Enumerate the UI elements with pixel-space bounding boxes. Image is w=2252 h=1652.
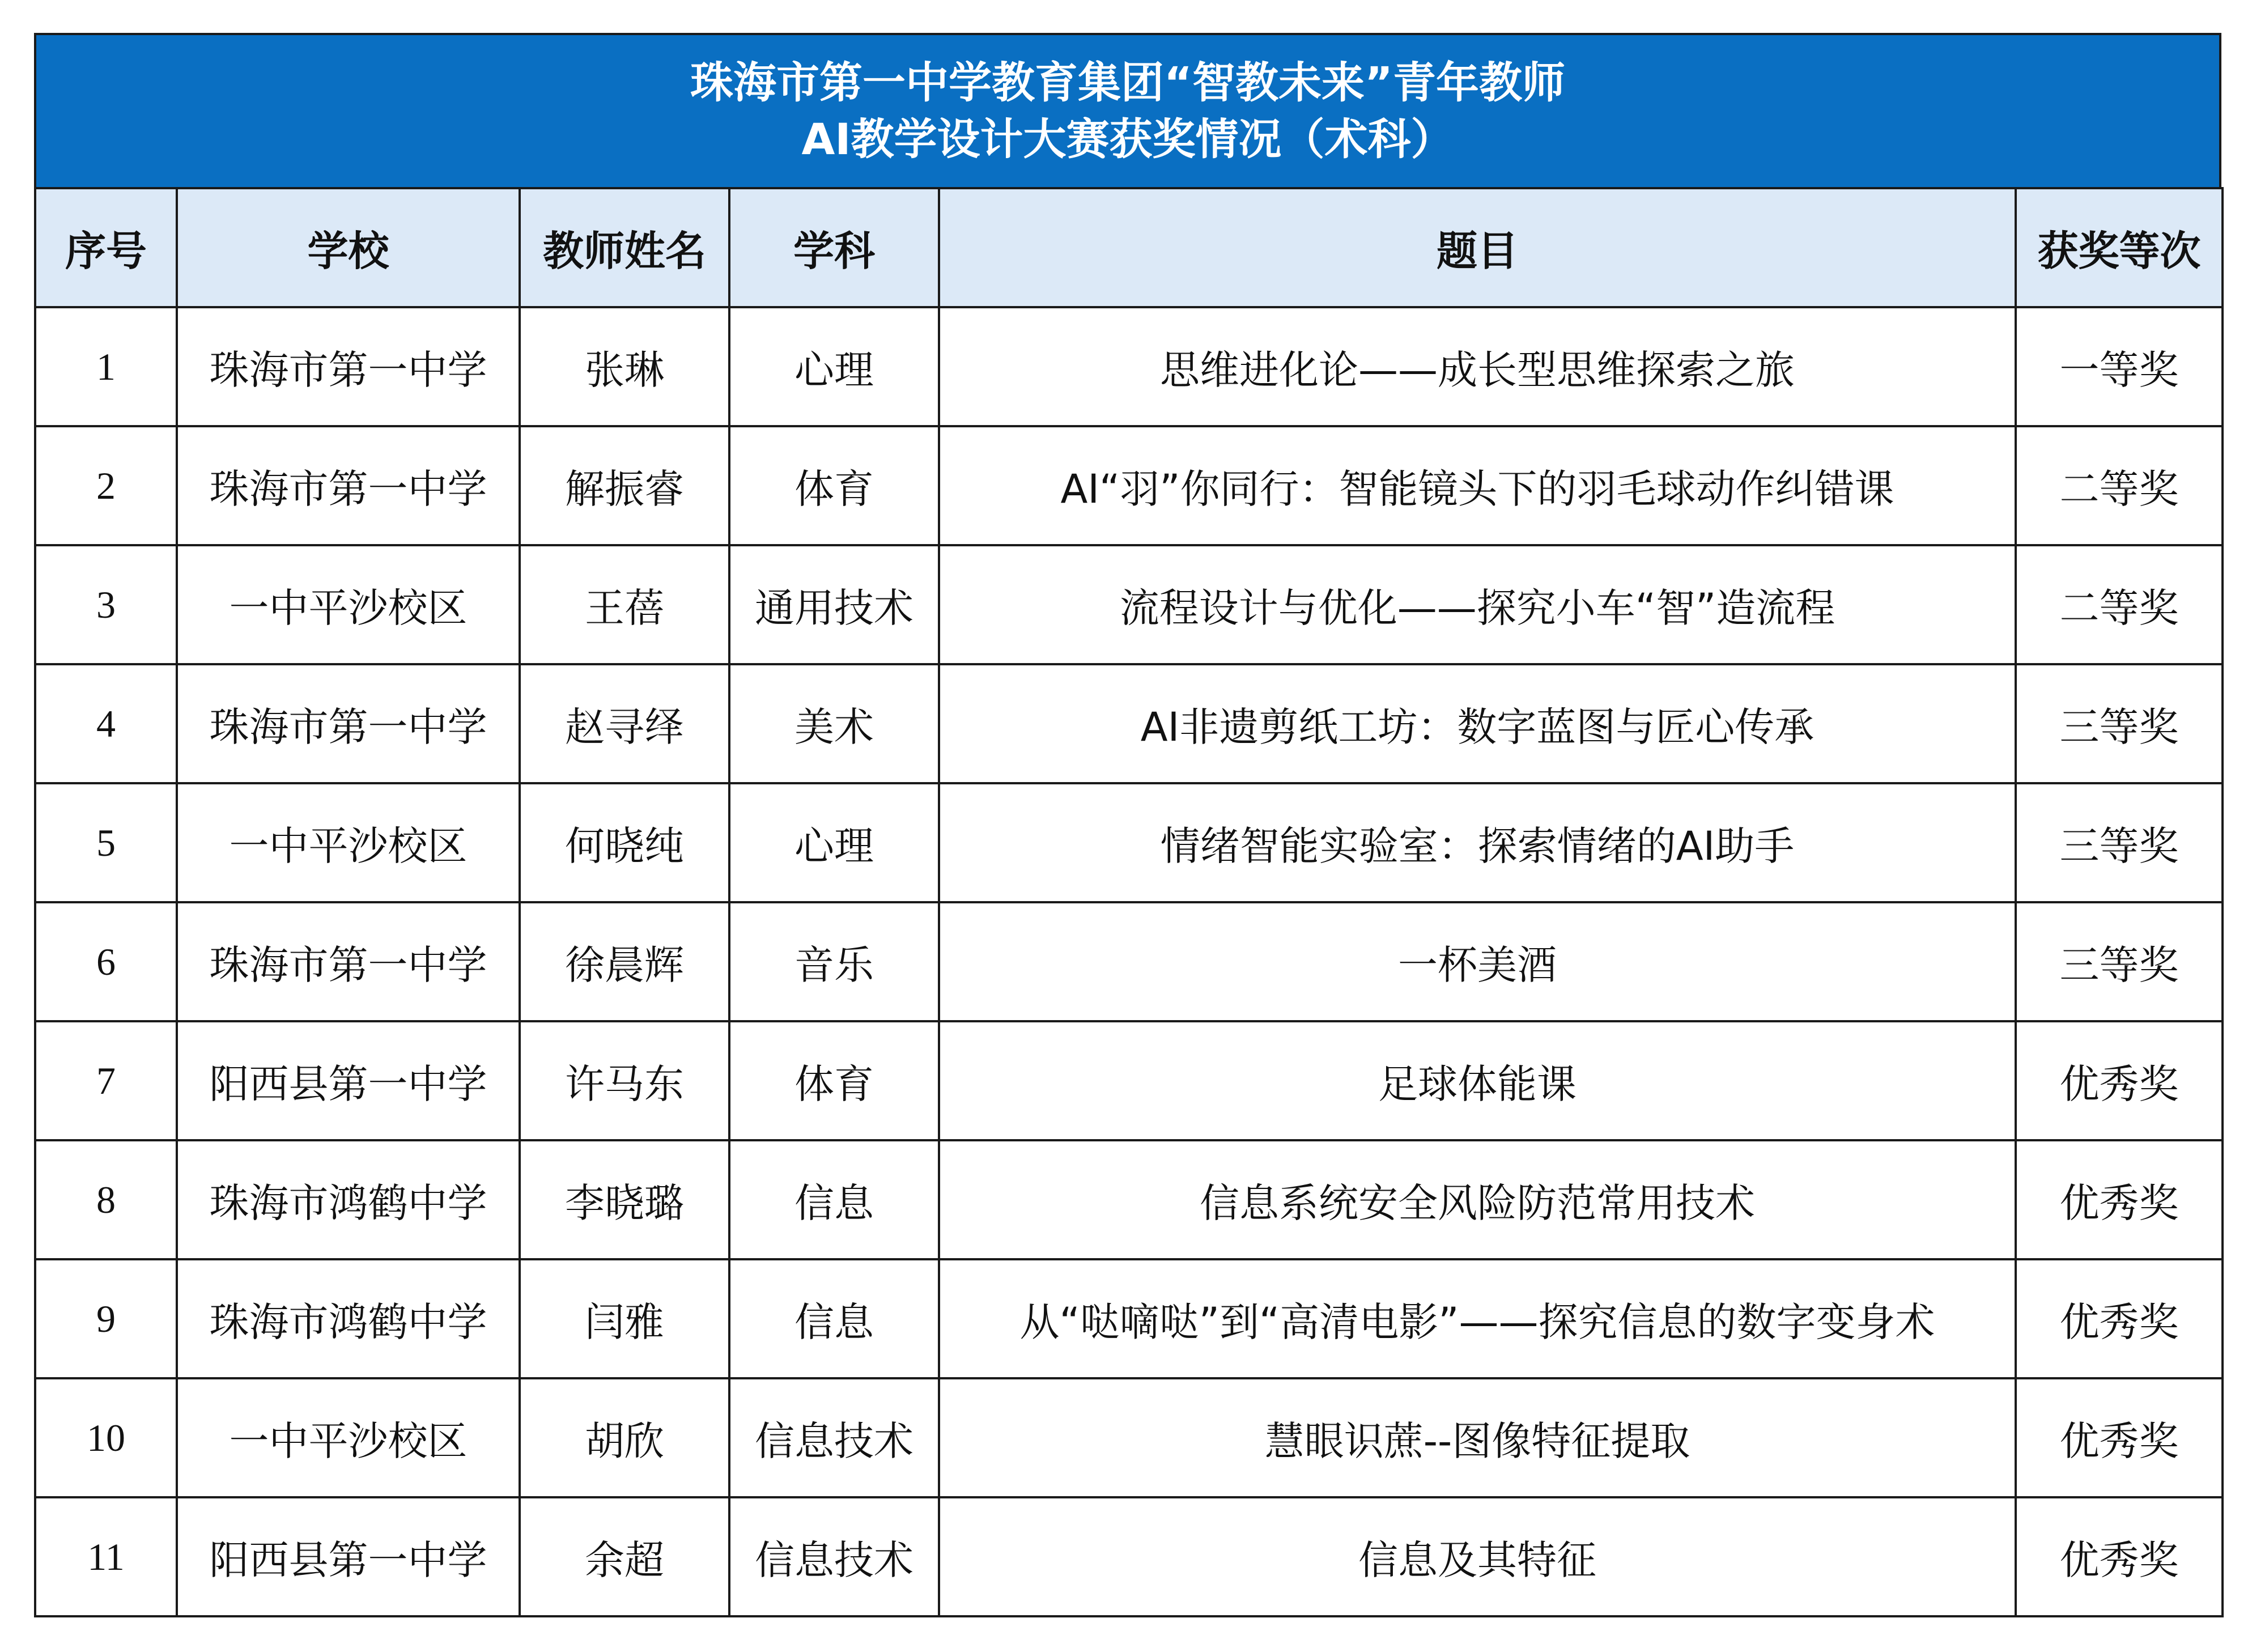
cell-teacher: 解振睿 bbox=[520, 426, 729, 545]
cell-subject: 信息技术 bbox=[729, 1378, 939, 1497]
cell-number: 4 bbox=[35, 664, 177, 783]
table-row bbox=[35, 1259, 2223, 1378]
cell-teacher: 何晓纯 bbox=[520, 783, 729, 902]
cell-teacher: 王蓓 bbox=[520, 545, 729, 664]
column-header-school: 学校 bbox=[177, 188, 520, 307]
table-row bbox=[35, 545, 2223, 664]
column-header-topic: 题目 bbox=[939, 188, 2016, 307]
cell-school: 珠海市第一中学 bbox=[177, 664, 520, 783]
table-row bbox=[35, 664, 2223, 783]
table-header-row bbox=[35, 188, 2223, 307]
cell-school: 珠海市鸿鹤中学 bbox=[177, 1140, 520, 1259]
column-header-subject: 学科 bbox=[729, 188, 939, 307]
cell-teacher: 闫雅 bbox=[520, 1259, 729, 1378]
cell-school: 阳西县第一中学 bbox=[177, 1497, 520, 1616]
awards-table bbox=[34, 187, 2224, 1617]
cell-teacher: 徐晨辉 bbox=[520, 902, 729, 1021]
table-row bbox=[35, 1378, 2223, 1497]
cell-subject: 心理 bbox=[729, 783, 939, 902]
table-row bbox=[35, 783, 2223, 902]
cell-teacher: 张琳 bbox=[520, 307, 729, 426]
cell-number: 8 bbox=[35, 1140, 177, 1259]
cell-topic: 情绪智能实验室：探索情绪的AI助手 bbox=[939, 783, 2016, 902]
cell-subject: 心理 bbox=[729, 307, 939, 426]
cell-teacher: 赵寻绎 bbox=[520, 664, 729, 783]
cell-teacher: 许马东 bbox=[520, 1021, 729, 1140]
cell-number: 10 bbox=[35, 1378, 177, 1497]
cell-award: 一等奖 bbox=[2016, 307, 2223, 426]
cell-award: 优秀奖 bbox=[2016, 1497, 2223, 1616]
cell-topic: AI“羽”你同行：智能镜头下的羽毛球动作纠错课 bbox=[939, 426, 2016, 545]
cell-award: 优秀奖 bbox=[2016, 1140, 2223, 1259]
cell-school: 珠海市第一中学 bbox=[177, 307, 520, 426]
cell-topic: 从“哒嘀哒”到“高清电影”——探究信息的数字变身术 bbox=[939, 1259, 2016, 1378]
cell-school: 一中平沙校区 bbox=[177, 545, 520, 664]
cell-topic: 信息及其特征 bbox=[939, 1497, 2016, 1616]
table-body bbox=[35, 307, 2223, 1616]
cell-award: 二等奖 bbox=[2016, 426, 2223, 545]
cell-award: 三等奖 bbox=[2016, 783, 2223, 902]
column-header-number: 序号 bbox=[35, 188, 177, 307]
cell-subject: 信息技术 bbox=[729, 1497, 939, 1616]
cell-topic: AI非遗剪纸工坊：数字蓝图与匠心传承 bbox=[939, 664, 2016, 783]
cell-school: 一中平沙校区 bbox=[177, 1378, 520, 1497]
cell-teacher: 李晓璐 bbox=[520, 1140, 729, 1259]
cell-teacher: 胡欣 bbox=[520, 1378, 729, 1497]
title-line-1: 珠海市第一中学教育集团“智教未来”青年教师 bbox=[690, 57, 1565, 108]
table-row bbox=[35, 1140, 2223, 1259]
cell-number: 1 bbox=[35, 307, 177, 426]
cell-subject: 体育 bbox=[729, 426, 939, 545]
cell-award: 三等奖 bbox=[2016, 902, 2223, 1021]
cell-subject: 美术 bbox=[729, 664, 939, 783]
column-header-teacher: 教师姓名 bbox=[520, 188, 729, 307]
column-header-award: 获奖等次 bbox=[2016, 188, 2223, 307]
cell-topic: 思维进化论——成长型思维探索之旅 bbox=[939, 307, 2016, 426]
cell-number: 11 bbox=[35, 1497, 177, 1616]
table-row bbox=[35, 1497, 2223, 1616]
cell-award: 三等奖 bbox=[2016, 664, 2223, 783]
cell-school: 阳西县第一中学 bbox=[177, 1021, 520, 1140]
awards-document bbox=[34, 33, 2221, 1617]
cell-school: 珠海市第一中学 bbox=[177, 426, 520, 545]
cell-award: 优秀奖 bbox=[2016, 1378, 2223, 1497]
cell-topic: 一杯美酒 bbox=[939, 902, 2016, 1021]
table-row bbox=[35, 307, 2223, 426]
title-line-2: AI教学设计大赛获奖情况（术科） bbox=[801, 114, 1454, 164]
cell-award: 优秀奖 bbox=[2016, 1021, 2223, 1140]
cell-number: 7 bbox=[35, 1021, 177, 1140]
title-banner bbox=[34, 33, 2221, 187]
cell-topic: 慧眼识蔗--图像特征提取 bbox=[939, 1378, 2016, 1497]
cell-school: 珠海市鸿鹤中学 bbox=[177, 1259, 520, 1378]
table-row bbox=[35, 426, 2223, 545]
cell-number: 2 bbox=[35, 426, 177, 545]
cell-number: 5 bbox=[35, 783, 177, 902]
cell-number: 6 bbox=[35, 902, 177, 1021]
cell-number: 3 bbox=[35, 545, 177, 664]
cell-school: 珠海市第一中学 bbox=[177, 902, 520, 1021]
cell-subject: 通用技术 bbox=[729, 545, 939, 664]
cell-award: 二等奖 bbox=[2016, 545, 2223, 664]
cell-subject: 体育 bbox=[729, 1021, 939, 1140]
cell-subject: 音乐 bbox=[729, 902, 939, 1021]
cell-topic: 信息系统安全风险防范常用技术 bbox=[939, 1140, 2016, 1259]
cell-subject: 信息 bbox=[729, 1259, 939, 1378]
cell-subject: 信息 bbox=[729, 1140, 939, 1259]
cell-award: 优秀奖 bbox=[2016, 1259, 2223, 1378]
cell-topic: 流程设计与优化——探究小车“智”造流程 bbox=[939, 545, 2016, 664]
cell-teacher: 余超 bbox=[520, 1497, 729, 1616]
cell-topic: 足球体能课 bbox=[939, 1021, 2016, 1140]
cell-number: 9 bbox=[35, 1259, 177, 1378]
table-row bbox=[35, 1021, 2223, 1140]
cell-school: 一中平沙校区 bbox=[177, 783, 520, 902]
table-row bbox=[35, 902, 2223, 1021]
